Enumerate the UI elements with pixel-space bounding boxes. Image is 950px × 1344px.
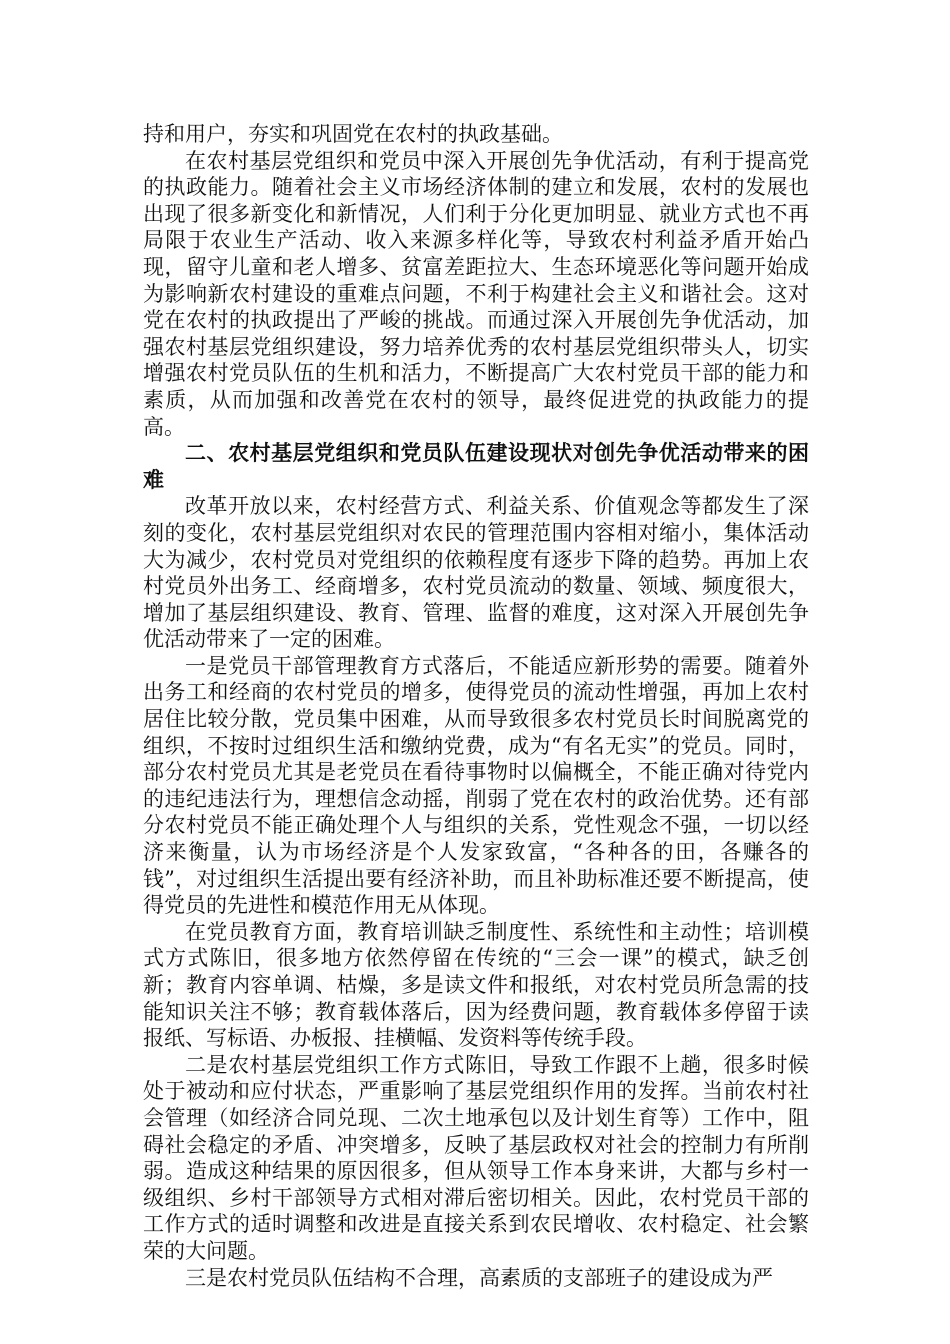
paragraph-education: 在党员教育方面，教育培训缺乏制度性、系统性和主动性；培训模式方式陈旧，很多地方依然停留在传统的“三会一课”的模式，缺乏创新；教育内容单调、枯燥，多是读文件和报纸，对农村党员所急需的技能知识关注不够；教育载体落后，因为经费问题，教育载体多停留于读报纸、写标语、办板报、挂横幅、发资料等传统手段。 (143, 919, 809, 1051)
paragraph-party-governance: 在农村基层党组织和党员中深入开展创先争优活动，有利于提高党的执政能力。随着社会主义市场经济体制的建立和发展，农村的发展也出现了很多新变化和新情况，人们利于分化更加明显、就业方式也不再局限于农业生产活动、收入来源多样化等，导致农村利益矛盾开始凸现，留守儿童和老人增多、贫富差距拉大、生态环境恶化等问题开始成为影响新农村建设的重难点问题，不利于构建社会主义和谐社会。这对党在农村的执政提出了严峻的挑战。而通过深入开展创先争优活动，加强农村基层党组织建设，努力培养优秀的农村基层党组织带头人，切实增强农村党员队伍的生机和活力，不断提高广大农村党员干部的能力和素质，从而加强和改善党在农村的领导，最终促进党的执政能力的提高。 (143, 148, 809, 439)
paragraph-reform-changes: 改革开放以来，农村经营方式、利益关系、价值观念等都发生了深刻的变化，农村基层党组织对农民的管理范围内容相对缩小，集体活动大为减少，农村党员对党组织的依赖程度有逐步下降的趋势。再加上农村党员外出务工、经商增多，农村党员流动的数量、领域、频度很大，增加了基层组织建设、教育、管理、监督的难度，这对深入开展创先争优活动带来了一定的困难。 (143, 494, 809, 652)
paragraph-continuation: 持和用户，夯实和巩固党在农村的执政基础。 (143, 122, 563, 146)
paragraph-point-two: 二是农村基层党组织工作方式陈旧，导致工作跟不上趟，很多时候处于被动和应付状态，严重影响了基层党组织作用的发挥。当前农村社会管理（如经济合同兑现、二次土地承包以及计划生育等）工作中，阻碍社会稳定的矛盾、冲突增多，反映了基层政权对社会的控制力有所削弱。造成这种结果的原因很多，但从领导工作本身来讲，大都与乡村一级组织、乡村干部领导方式相对滞后密切相关。因此，农村党员干部的工作方式的适时调整和改进是直接关系到农民增收、农村稳定、社会繁荣的大问题。 (143, 1052, 809, 1263)
section-heading-2: 二、农村基层党组织和党员队伍建设现状对创先争优活动带来的困难 (143, 441, 809, 492)
paragraph-point-one: 一是党员干部管理教育方式落后，不能适应新形势的需要。随着外出务工和经商的农村党员的增多，使得党员的流动性增强，再加上农村居住比较分散，党员集中困难，从而导致很多农村党员长时间脱离党的组织，不按时过组织生活和缴纳党费，成为“有名无实”的党员。同时，部分农村党员尤其是老党员在看待事物时以偏概全，不能正确对待党内的违纪违法行为，理想信念动摇，削弱了党在农村的政治优势。还有部分农村党员不能正确处理个人与组织的关系，党性观念不强，一切以经济来衡量，认为市场经济是个人发家致富，“各种各的田，各赚各的钱”，对过组织生活提出要有经济补助，而且补助标准还要不断提高，使得党员的先进性和模范作用无从体现。 (143, 653, 809, 918)
document-page (143, 121, 809, 1291)
paragraph-point-three: 三是农村党员队伍结构不合理，高素质的支部班子的建设成为严 (185, 1265, 773, 1290)
